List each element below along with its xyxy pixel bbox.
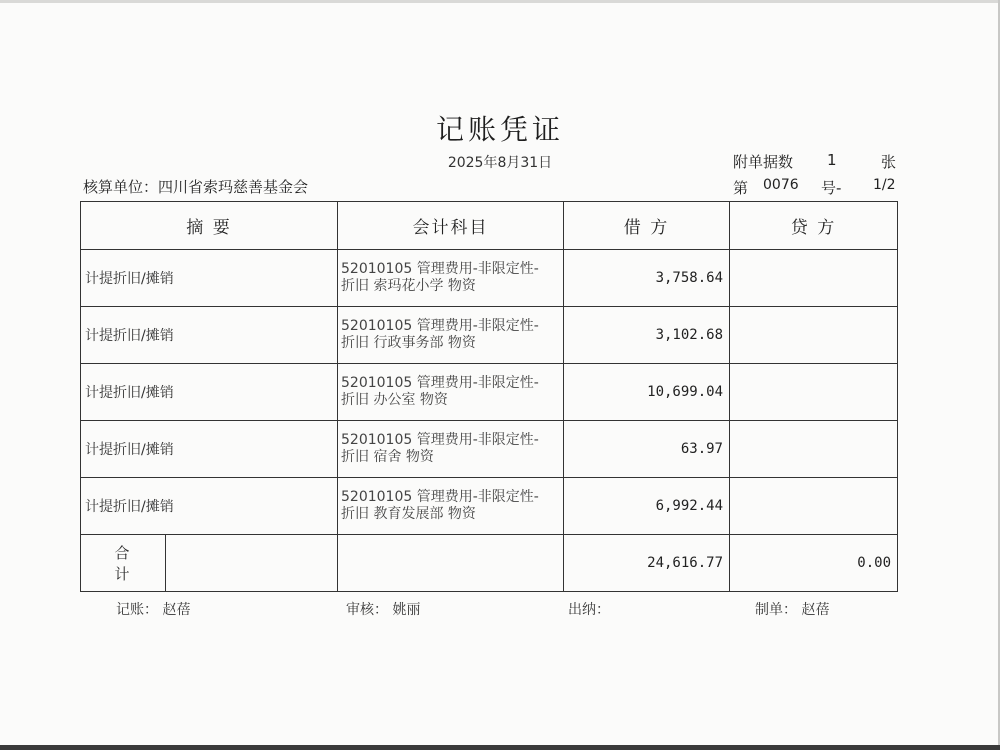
voucher-date: 2025年8月31日 — [447, 155, 553, 171]
row-credit — [730, 421, 898, 478]
preparer-signature: 制单： 赵蓓 — [755, 602, 830, 618]
account-code-line: 52010105 管理费用-非限定性- — [341, 375, 539, 391]
attachments-count — [733, 151, 897, 172]
account-detail-line: 折旧 索玛花小学 物资 — [341, 278, 476, 294]
account-detail-line: 折旧 教育发展部 物资 — [341, 506, 476, 522]
row-summary: 计提折旧/摊销 — [81, 364, 338, 421]
total-row — [81, 535, 898, 592]
voucher-table — [80, 201, 898, 592]
bookkeeper-signature: 记账： 赵蓓 — [116, 602, 191, 618]
attachments-number: 1 — [827, 151, 837, 169]
header-account: 会计科目 — [338, 202, 564, 250]
table-header-row — [81, 202, 898, 250]
row-account — [338, 478, 564, 535]
row-credit — [730, 250, 898, 307]
row-debit: 10,699.04 — [564, 364, 730, 421]
total-debit: 24,616.77 — [564, 535, 730, 592]
row-account — [338, 250, 564, 307]
number-value: 0076 — [763, 177, 799, 193]
table-row — [81, 307, 898, 364]
row-debit: 63.97 — [564, 421, 730, 478]
scan-edge-top — [0, 0, 1000, 3]
row-summary: 计提折旧/摊销 — [81, 250, 338, 307]
cashier-signature: 出纳： — [568, 602, 610, 618]
account-code-line: 52010105 管理费用-非限定性- — [341, 432, 539, 448]
total-label: 合 计 — [114, 544, 148, 583]
row-account — [338, 307, 564, 364]
voucher-title: 记账凭证 — [435, 113, 564, 146]
account-code-line: 52010105 管理费用-非限定性- — [341, 489, 539, 505]
row-debit: 3,758.64 — [564, 250, 730, 307]
row-summary: 计提折旧/摊销 — [81, 421, 338, 478]
attachments-unit: 张 — [881, 153, 897, 171]
total-account-cell — [338, 535, 564, 592]
number-suffix: 号- — [821, 179, 842, 197]
unit-name: 四川省索玛慈善基金会 — [158, 178, 309, 196]
account-code-line: 52010105 管理费用-非限定性- — [341, 261, 539, 277]
accounting-unit — [83, 176, 308, 197]
page-indicator: 1/2 — [873, 177, 896, 193]
table-row — [81, 364, 898, 421]
row-account — [338, 364, 564, 421]
header-summary: 摘 要 — [81, 202, 338, 250]
account-detail-line: 折旧 办公室 物资 — [341, 392, 448, 408]
total-label-box — [81, 535, 166, 591]
row-credit — [730, 478, 898, 535]
table-row — [81, 478, 898, 535]
number-label: 第 — [733, 179, 749, 197]
header-credit: 贷 方 — [730, 202, 898, 250]
row-summary: 计提折旧/摊销 — [81, 478, 338, 535]
row-credit — [730, 364, 898, 421]
row-debit: 3,102.68 — [564, 307, 730, 364]
voucher-number — [733, 177, 896, 198]
row-debit: 6,992.44 — [564, 478, 730, 535]
account-detail-line: 折旧 行政事务部 物资 — [341, 335, 476, 351]
scan-edge-bottom — [0, 745, 1000, 750]
unit-label: 核算单位： — [83, 178, 159, 196]
total-credit: 0.00 — [730, 535, 898, 592]
row-account — [338, 421, 564, 478]
table-row — [81, 250, 898, 307]
account-code-line: 52010105 管理费用-非限定性- — [341, 318, 539, 334]
header-debit: 借 方 — [564, 202, 730, 250]
total-label-cell — [81, 535, 338, 592]
row-summary: 计提折旧/摊销 — [81, 307, 338, 364]
reviewer-signature: 审核： 姚丽 — [346, 602, 421, 618]
table-row — [81, 421, 898, 478]
row-credit — [730, 307, 898, 364]
account-detail-line: 折旧 宿舍 物资 — [341, 449, 434, 465]
attachments-label: 附单据数 — [733, 153, 794, 171]
